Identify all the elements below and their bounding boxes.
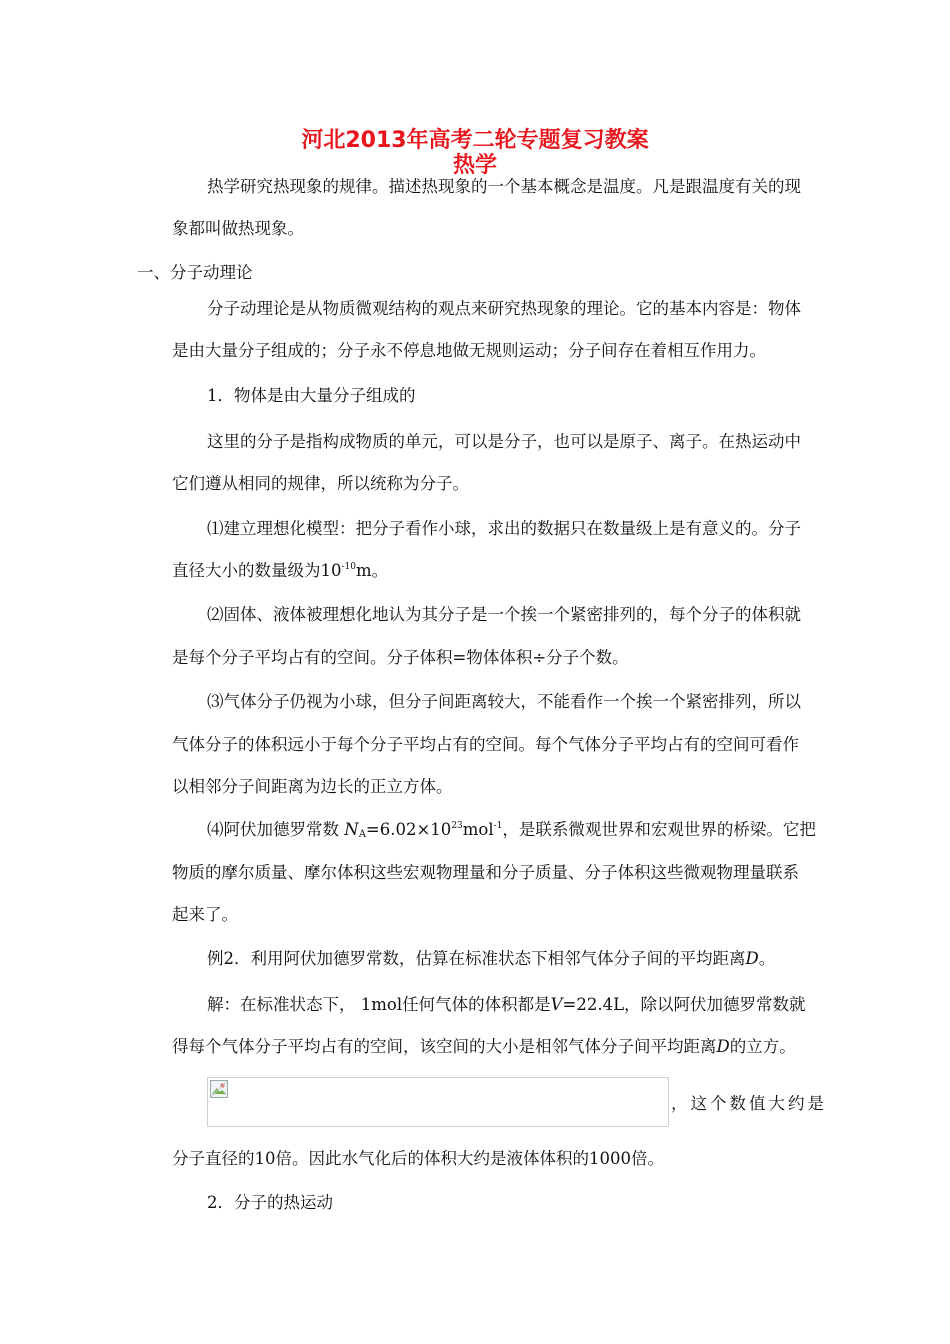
formula-image-placeholder bbox=[207, 1077, 669, 1127]
broken-image-icon bbox=[210, 1080, 228, 1098]
document-title: 河北2013年高考二轮专题复习教案 bbox=[301, 128, 649, 153]
item1-text-a: 直径大小的数量级为10 bbox=[172, 561, 342, 580]
avogadro-subscript: A bbox=[358, 829, 366, 840]
item4-line-2: 物质的摩尔质量、摩尔体积这些宏观物理量和分子质量、分子体积这些微观物理量联系 bbox=[172, 863, 799, 882]
item1-exponent: -10 bbox=[341, 562, 356, 572]
item4-exponent-2: -1 bbox=[493, 821, 503, 831]
example-text-b: 。 bbox=[758, 949, 776, 968]
formula-tail-text: ，这个数值大约是 bbox=[671, 1094, 827, 1113]
item4-text-b: =6.02×10 bbox=[365, 820, 452, 839]
section1-intro-line-1: 分子动理论是从物质微观结构的观点来研究热现象的理论。它的基本内容是：物体 bbox=[207, 299, 801, 318]
item1-line-2 bbox=[172, 560, 388, 582]
item3-line-2: 气体分子的体积远小于每个分子平均占有的空间。每个气体分子平均占有的空间可看作 bbox=[172, 735, 799, 754]
item4-line-3: 起来了。 bbox=[172, 905, 238, 924]
item1-text-b: m。 bbox=[356, 561, 389, 580]
formula-after-line: 分子直径的10倍。因此水气化后的体积大约是液体体积的1000倍。 bbox=[172, 1149, 664, 1168]
document-subtitle: 热学 bbox=[452, 153, 497, 178]
solution-text-b: =22.4L，除以阿伏加德罗常数就 bbox=[562, 995, 806, 1014]
item4-text-d: ，是联系微观世界和宏观世界的桥梁。它把 bbox=[502, 820, 816, 839]
item2-line-2: 是每个分子平均占有的空间。分子体积=物体体积÷分子个数。 bbox=[172, 648, 629, 667]
item4-line-1 bbox=[207, 819, 816, 841]
example-variable: D bbox=[745, 949, 759, 968]
sub1-para-line-2: 它们遵从相同的规律，所以统称为分子。 bbox=[172, 474, 469, 493]
example-text-a: 例2．利用阿伏加德罗常数，估算在标准状态下相邻气体分子间的平均距离 bbox=[207, 949, 746, 968]
intro-line-2: 象都叫做热现象。 bbox=[172, 219, 304, 238]
item3-line-1: ⑶气体分子仍视为小球，但分子间距离较大，不能看作一个挨一个紧密排列，所以 bbox=[207, 692, 801, 711]
item4-text-c: mol bbox=[462, 820, 494, 839]
solution-variable-v: V bbox=[550, 995, 563, 1014]
section-heading-1: 一、分子动理论 bbox=[137, 263, 253, 282]
solution-text-d: 的立方。 bbox=[729, 1037, 796, 1056]
item1-line-1: ⑴建立理想化模型：把分子看作小球，求出的数据只在数量级上是有意义的。分子 bbox=[207, 519, 801, 538]
solution-variable-d: D bbox=[716, 1037, 730, 1056]
solution-line-2 bbox=[172, 1036, 796, 1058]
solution-text-c: 得每个气体分子平均占有的空间，该空间的大小是相邻气体分子间平均距离 bbox=[172, 1037, 717, 1056]
avogadro-symbol: N bbox=[344, 820, 359, 839]
subheading-2: 2．分子的热运动 bbox=[207, 1193, 333, 1212]
item4-exponent-1: 23 bbox=[451, 821, 463, 831]
solution-text-a: 解：在标准状态下， 1mol任何气体的体积都是 bbox=[207, 995, 551, 1014]
solution-line-1 bbox=[207, 994, 806, 1016]
intro-line-1: 热学研究热现象的规律。描述热现象的一个基本概念是温度。凡是跟温度有关的现 bbox=[207, 177, 801, 196]
item3-line-3: 以相邻分子间距离为边长的正立方体。 bbox=[172, 777, 453, 796]
item4-text-a: ⑷阿伏加德罗常数 bbox=[207, 820, 345, 839]
item2-line-1: ⑵固体、液体被理想化地认为其分子是一个挨一个紧密排列的，每个分子的体积就 bbox=[207, 605, 801, 624]
section1-intro-line-2: 是由大量分子组成的；分子永不停息地做无规则运动；分子间存在着相互作用力。 bbox=[172, 341, 766, 360]
sub1-para-line-1: 这里的分子是指构成物质的单元，可以是分子，也可以是原子、离子。在热运动中 bbox=[207, 432, 801, 451]
subheading-1: 1．物体是由大量分子组成的 bbox=[207, 386, 416, 405]
example-line bbox=[207, 948, 775, 970]
